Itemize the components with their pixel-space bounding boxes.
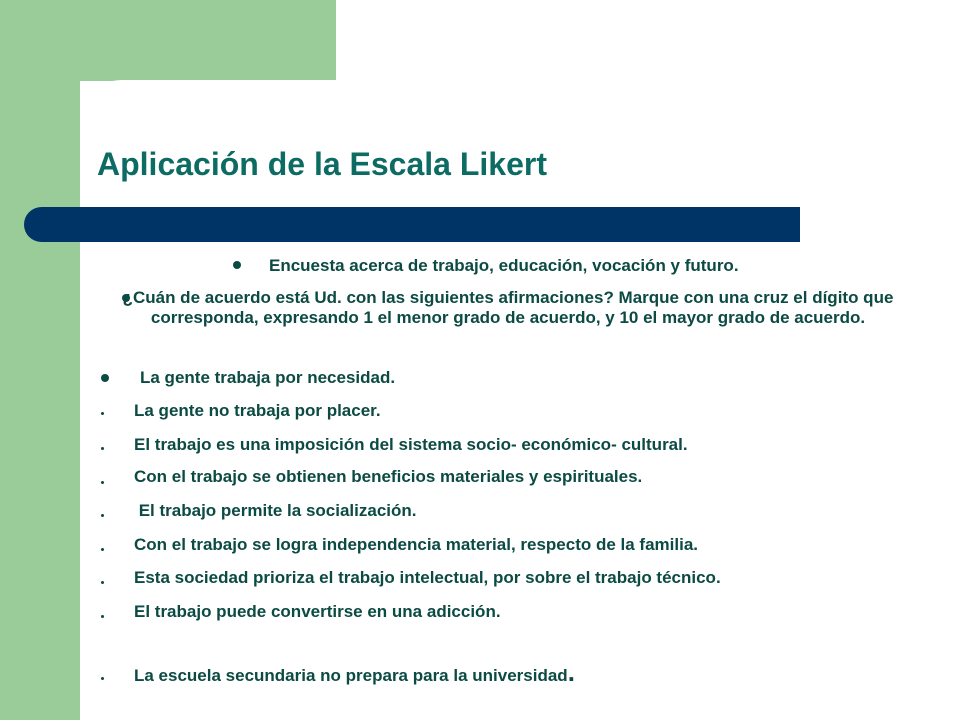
statement-item: El trabajo es una imposición del sistema socio- económico- cultural. (134, 435, 688, 454)
bullet-dot (101, 481, 104, 484)
statement-item-last (134, 657, 914, 687)
statement-text: La escuela secundaria no prepara para la universidad (134, 666, 568, 685)
statement-item: Con el trabajo se obtienen beneficios materiales y espirituales. (134, 467, 643, 486)
bullet-dot (101, 677, 104, 680)
bullet-dot (101, 581, 104, 584)
bullet-dot (101, 548, 104, 551)
bullet-survey-description: Encuesta acerca de trabajo, educación, vocación y futuro. (269, 256, 739, 275)
title-underline-bar (24, 207, 800, 242)
statement-item: La gente trabaja por necesidad. (140, 368, 396, 387)
statement-item: Con el trabajo se logra independencia material, respecto de la familia. (134, 535, 699, 554)
statement-item: El trabajo puede convertirse en una adicción. (134, 602, 501, 621)
bullet-dot (101, 412, 104, 415)
bullet-dot (101, 447, 104, 450)
bullet-dot (101, 615, 104, 618)
bullet-instructions: ¿Cuán de acuerdo está Ud. con las siguientes afirmaciones? Marque con una cruz el dígito que corresponda, expresando 1 el menor grado de acuerdo, y 10 el mayor grado de acuerdo. (122, 288, 894, 327)
statement-item: La gente no trabaja por placer. (134, 401, 381, 420)
statement-item: El trabajo permite la socialización. (134, 501, 417, 520)
green-decor-left (0, 0, 80, 720)
slide-title: Aplicación de la Escala Likert (97, 146, 547, 182)
statement-item: Esta sociedad prioriza el trabajo intelectual, por sobre el trabajo técnico. (134, 568, 721, 587)
bullet-dot (233, 261, 241, 269)
bullet-dot (101, 514, 104, 517)
statement-period: . (567, 657, 575, 687)
bullet-dot (101, 374, 109, 382)
